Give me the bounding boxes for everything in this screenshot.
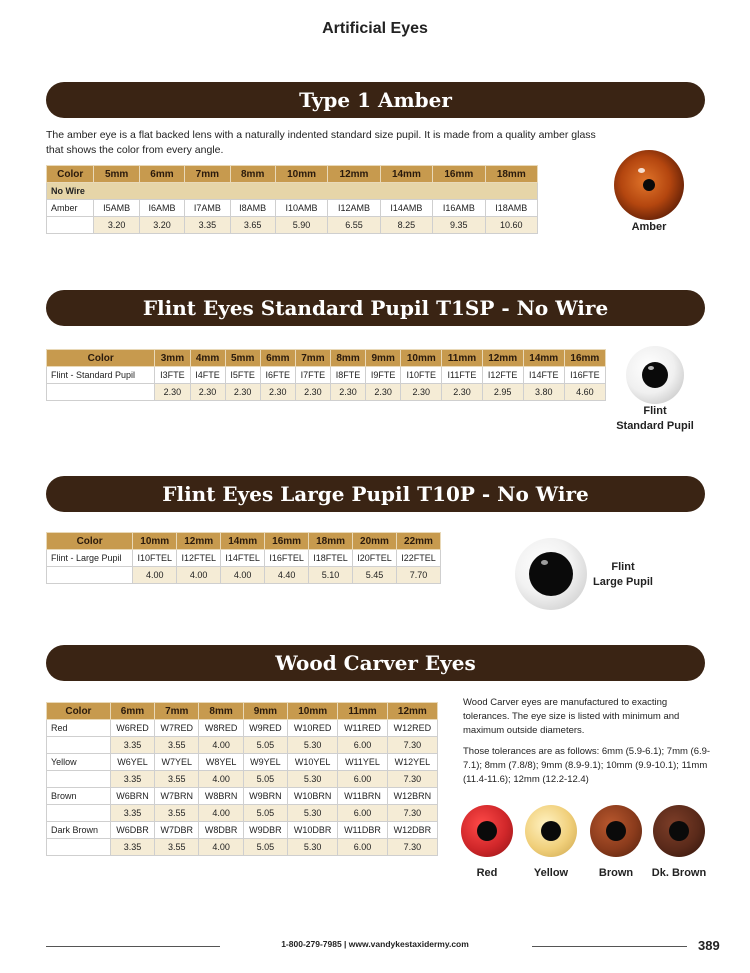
- price: 9.35: [433, 217, 485, 234]
- price: 4.00: [199, 737, 243, 754]
- footer-contact: 1-800-279-7985 | www.vandykestaxidermy.com: [281, 939, 469, 949]
- empty-cell: [47, 805, 111, 822]
- column-header: 6mm: [110, 703, 154, 720]
- price: 3.35: [110, 839, 154, 856]
- amber-banner: Type 1 Amber: [46, 82, 705, 118]
- column-header: Color: [47, 703, 111, 720]
- item-code: W8YEL: [199, 754, 243, 771]
- item-code: I16FTEL: [265, 550, 309, 567]
- empty-cell: [47, 839, 111, 856]
- price: 6.00: [338, 771, 387, 788]
- pupil: [529, 552, 573, 596]
- column-header: 12mm: [328, 166, 380, 183]
- item-code: W7BRN: [155, 788, 199, 805]
- price: 7.30: [387, 839, 437, 856]
- price: 3.35: [185, 217, 230, 234]
- item-code: I22FTEL: [396, 550, 440, 567]
- row-label: Flint - Large Pupil: [47, 550, 133, 567]
- price: 7.30: [387, 805, 437, 822]
- price: 10.60: [485, 217, 537, 234]
- wood-carver-description: Wood Carver eyes are manufactured to exacting tolerances. The eye size is listed with minimum and maximum outside diameters.: [463, 697, 680, 736]
- price: 2.30: [260, 384, 295, 401]
- item-code: I8FTE: [331, 367, 366, 384]
- flint-standard-banner: Flint Eyes Standard Pupil T1SP - No Wire: [46, 290, 705, 326]
- item-code: I5AMB: [94, 200, 139, 217]
- item-code: I4FTE: [190, 367, 225, 384]
- column-header: 5mm: [225, 350, 260, 367]
- price: 3.35: [110, 737, 154, 754]
- pupil: [606, 821, 626, 841]
- item-code: I6FTE: [260, 367, 295, 384]
- amber-description: The amber eye is a flat backed lens with a naturally indented standard size pupil. It is made from a quality amber glass that shows the color from every angle.: [46, 129, 596, 156]
- column-header: 12mm: [387, 703, 437, 720]
- item-code: W6YEL: [110, 754, 154, 771]
- price: 2.30: [225, 384, 260, 401]
- empty-cell: [47, 771, 111, 788]
- wood-carver-tolerances: Those tolerances are as follows: 6mm (5.9-6.1); 7mm (6.9-7.1); 8mm (7.8/8); 9mm (8.9-9.1); 10mm (9.9-10.1); 11mm (11.4-11.6); 12mm (12.2-12.4): [463, 746, 711, 785]
- table-row: [47, 720, 438, 737]
- price: 3.80: [523, 384, 564, 401]
- price-row: [47, 384, 606, 401]
- page-title: Artificial Eyes: [322, 20, 428, 37]
- column-header: 22mm: [396, 533, 440, 550]
- caption-line: Flint: [611, 561, 635, 573]
- pupil: [643, 179, 655, 191]
- item-code: W6BRN: [110, 788, 154, 805]
- price: 4.40: [265, 567, 309, 584]
- column-header: 18mm: [485, 166, 537, 183]
- price: 5.90: [275, 217, 327, 234]
- dark-brown-eye-image: [653, 805, 705, 857]
- item-code: W12YEL: [387, 754, 437, 771]
- price: 5.05: [243, 771, 287, 788]
- price: 3.35: [110, 805, 154, 822]
- price-row: [47, 805, 438, 822]
- column-header: 16mm: [265, 533, 309, 550]
- item-code: I12AMB: [328, 200, 380, 217]
- column-header: 11mm: [442, 350, 482, 367]
- item-code: I16AMB: [433, 200, 485, 217]
- yellow-caption: Yellow: [533, 867, 569, 879]
- column-header: 8mm: [230, 166, 275, 183]
- red-caption: Red: [476, 867, 498, 879]
- price: 2.30: [190, 384, 225, 401]
- price-row: [47, 839, 438, 856]
- price: 2.30: [442, 384, 482, 401]
- price-row: [47, 217, 538, 234]
- column-header: 9mm: [243, 703, 287, 720]
- flint-standard-eye-image: [626, 346, 684, 404]
- item-code: I12FTEL: [177, 550, 221, 567]
- price: 5.05: [243, 737, 287, 754]
- flint-large-table: [46, 532, 441, 584]
- footer-divider-left: [46, 946, 220, 947]
- brown-caption: Brown: [598, 867, 634, 879]
- price: 2.30: [295, 384, 330, 401]
- price: 5.30: [288, 805, 338, 822]
- column-header: 20mm: [353, 533, 397, 550]
- table-header-row: [47, 703, 438, 720]
- column-header: Color: [47, 350, 155, 367]
- item-code: I3FTE: [155, 367, 190, 384]
- price: 4.00: [199, 771, 243, 788]
- flint-large-caption: [583, 560, 663, 590]
- table-row: [47, 754, 438, 771]
- row-label: Amber: [47, 200, 94, 217]
- item-code: W10DBR: [288, 822, 338, 839]
- red-eye-image: [461, 805, 513, 857]
- table-header-row: [47, 350, 606, 367]
- yellow-eye-image: [525, 805, 577, 857]
- column-header: Color: [47, 533, 133, 550]
- column-header: 8mm: [331, 350, 366, 367]
- empty-cell: [47, 384, 155, 401]
- column-header: 6mm: [260, 350, 295, 367]
- price: 3.35: [110, 771, 154, 788]
- column-header: 12mm: [177, 533, 221, 550]
- dark-brown-caption: Dk. Brown: [651, 867, 707, 879]
- item-code: W10BRN: [288, 788, 338, 805]
- price: 4.00: [177, 567, 221, 584]
- price: 4.00: [199, 839, 243, 856]
- row-label: Yellow: [47, 754, 111, 771]
- price: 4.60: [564, 384, 605, 401]
- item-code: I12FTE: [482, 367, 523, 384]
- flint-standard-table: [46, 349, 606, 401]
- pupil: [669, 821, 689, 841]
- item-code: I5FTE: [225, 367, 260, 384]
- item-code: I9FTE: [366, 367, 401, 384]
- amber-caption: Amber: [631, 221, 667, 233]
- column-header: 10mm: [133, 533, 177, 550]
- table-row: [47, 822, 438, 839]
- item-code: I10FTEL: [133, 550, 177, 567]
- price: 3.65: [230, 217, 275, 234]
- price: 5.05: [243, 805, 287, 822]
- item-code: W8BRN: [199, 788, 243, 805]
- price: 3.20: [94, 217, 139, 234]
- item-code: W10RED: [288, 720, 338, 737]
- item-code: I10AMB: [275, 200, 327, 217]
- price: 2.95: [482, 384, 523, 401]
- empty-cell: [47, 737, 111, 754]
- item-code: I6AMB: [139, 200, 184, 217]
- item-code: I18FTEL: [309, 550, 353, 567]
- pupil: [541, 821, 561, 841]
- item-code: W8DBR: [199, 822, 243, 839]
- pupil: [642, 362, 668, 388]
- item-code: W9DBR: [243, 822, 287, 839]
- price: 3.55: [155, 737, 199, 754]
- glint: [648, 366, 654, 370]
- table-row: [47, 200, 538, 217]
- column-header: 14mm: [221, 533, 265, 550]
- item-code: W8RED: [199, 720, 243, 737]
- glint: [541, 560, 548, 565]
- item-code: I14FTE: [523, 367, 564, 384]
- price: 7.70: [396, 567, 440, 584]
- item-code: W6RED: [110, 720, 154, 737]
- table-row: [47, 367, 606, 384]
- price: 8.25: [380, 217, 432, 234]
- row-label: Flint - Standard Pupil: [47, 367, 155, 384]
- item-code: W12RED: [387, 720, 437, 737]
- column-header: 10mm: [401, 350, 442, 367]
- column-header: 14mm: [523, 350, 564, 367]
- item-code: I20FTEL: [353, 550, 397, 567]
- price: 3.55: [155, 839, 199, 856]
- amber-table: [46, 165, 538, 234]
- column-header: 16mm: [433, 166, 485, 183]
- price: 4.00: [221, 567, 265, 584]
- row-label: Brown: [47, 788, 111, 805]
- item-code: I7FTE: [295, 367, 330, 384]
- column-header: 9mm: [366, 350, 401, 367]
- price-row: [47, 567, 441, 584]
- price: 5.30: [288, 737, 338, 754]
- column-header: 14mm: [380, 166, 432, 183]
- item-code: W6DBR: [110, 822, 154, 839]
- page-number: 389: [698, 938, 720, 953]
- item-code: I11FTE: [442, 367, 482, 384]
- table-row: [47, 550, 441, 567]
- table-header-row: [47, 166, 538, 183]
- wood-carver-banner: Wood Carver Eyes: [46, 645, 705, 681]
- brown-eye-image: [590, 805, 642, 857]
- price: 2.30: [331, 384, 366, 401]
- empty-cell: [47, 217, 94, 234]
- table-header-row: [47, 533, 441, 550]
- price: 2.30: [155, 384, 190, 401]
- column-header: 8mm: [199, 703, 243, 720]
- price: 3.55: [155, 805, 199, 822]
- item-code: W9RED: [243, 720, 287, 737]
- item-code: W9BRN: [243, 788, 287, 805]
- column-header: 6mm: [139, 166, 184, 183]
- no-wire-label: No Wire: [47, 183, 538, 200]
- empty-cell: [47, 567, 133, 584]
- item-code: W11RED: [338, 720, 387, 737]
- item-code: I14AMB: [380, 200, 432, 217]
- price: 5.45: [353, 567, 397, 584]
- footer-divider-right: [532, 946, 687, 947]
- price-row: [47, 737, 438, 754]
- caption-line: Flint: [643, 405, 667, 417]
- item-code: I14FTEL: [221, 550, 265, 567]
- price: 6.00: [338, 805, 387, 822]
- column-header: 5mm: [94, 166, 139, 183]
- price: 5.05: [243, 839, 287, 856]
- table-row: [47, 788, 438, 805]
- price: 3.20: [139, 217, 184, 234]
- item-code: W7RED: [155, 720, 199, 737]
- item-code: I7AMB: [185, 200, 230, 217]
- price: 6.00: [338, 737, 387, 754]
- column-header: 3mm: [155, 350, 190, 367]
- item-code: I8AMB: [230, 200, 275, 217]
- price: 4.00: [199, 805, 243, 822]
- item-code: W12BRN: [387, 788, 437, 805]
- item-code: I16FTE: [564, 367, 605, 384]
- price-row: [47, 771, 438, 788]
- column-header: 11mm: [338, 703, 387, 720]
- caption-line: Large Pupil: [593, 576, 653, 588]
- price: 2.30: [366, 384, 401, 401]
- price: 5.10: [309, 567, 353, 584]
- column-header: 18mm: [309, 533, 353, 550]
- price: 2.30: [401, 384, 442, 401]
- item-code: I10FTE: [401, 367, 442, 384]
- row-label: Red: [47, 720, 111, 737]
- column-header: 16mm: [564, 350, 605, 367]
- item-code: I18AMB: [485, 200, 537, 217]
- price: 5.30: [288, 771, 338, 788]
- price: 7.30: [387, 737, 437, 754]
- item-code: W9YEL: [243, 754, 287, 771]
- pupil: [477, 821, 497, 841]
- caption-line: Standard Pupil: [616, 420, 694, 432]
- row-label: Dark Brown: [47, 822, 111, 839]
- column-header: 4mm: [190, 350, 225, 367]
- amber-eye-image: [614, 150, 684, 220]
- price: 6.55: [328, 217, 380, 234]
- item-code: W12DBR: [387, 822, 437, 839]
- subheader-row: [47, 183, 538, 200]
- price: 5.30: [288, 839, 338, 856]
- column-header: 7mm: [185, 166, 230, 183]
- item-code: W7YEL: [155, 754, 199, 771]
- item-code: W11BRN: [338, 788, 387, 805]
- price: 7.30: [387, 771, 437, 788]
- flint-large-eye-image: [515, 538, 587, 610]
- column-header: 10mm: [275, 166, 327, 183]
- glint: [638, 168, 645, 173]
- price: 3.55: [155, 771, 199, 788]
- column-header: 12mm: [482, 350, 523, 367]
- price: 6.00: [338, 839, 387, 856]
- item-code: W10YEL: [288, 754, 338, 771]
- column-header: 7mm: [295, 350, 330, 367]
- price: 4.00: [133, 567, 177, 584]
- column-header: 10mm: [288, 703, 338, 720]
- column-header: Color: [47, 166, 94, 183]
- wood-carver-table: [46, 702, 438, 856]
- item-code: W11YEL: [338, 754, 387, 771]
- flint-large-banner: Flint Eyes Large Pupil T10P - No Wire: [46, 476, 705, 512]
- item-code: W7DBR: [155, 822, 199, 839]
- column-header: 7mm: [155, 703, 199, 720]
- flint-standard-caption: [605, 404, 705, 434]
- item-code: W11DBR: [338, 822, 387, 839]
